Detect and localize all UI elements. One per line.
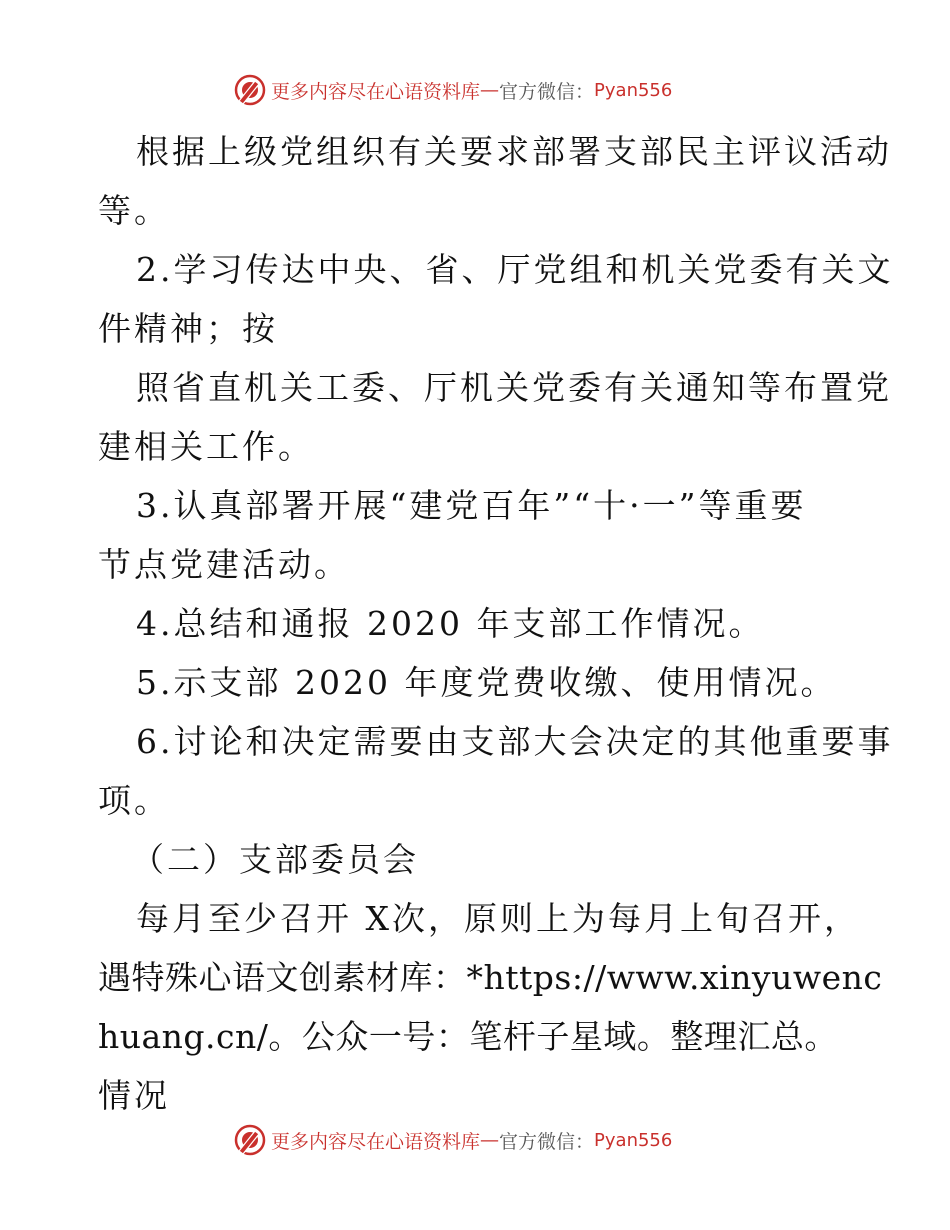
text-line: 件精神；按	[98, 309, 278, 348]
section-heading: （二）支部委员会	[131, 840, 419, 879]
pen-circle-icon	[233, 73, 267, 107]
footer-wechat-id: Pyan556	[594, 1129, 673, 1151]
footer-site-name: 更多内容尽在心语资料库	[271, 1130, 481, 1153]
text-line: 等。	[98, 191, 170, 230]
document-body	[98, 122, 894, 1125]
header-dash: —	[480, 79, 500, 101]
text-line: 照省直机关工委、厅机关党委有关通知等布置党	[136, 368, 892, 407]
pen-circle-icon	[233, 1123, 267, 1157]
text-line: 3.认真部署开展“建党百年”“十·一”等重要	[136, 486, 807, 525]
text-line: 建相关工作。	[98, 427, 314, 466]
text-line: 6.讨论和决定需要由支部大会决定的其他重要事	[136, 722, 894, 761]
text-line: 根据上级党组织有关要求部署支部民主评议活动	[136, 132, 892, 171]
text-line: 情况	[98, 1076, 170, 1115]
text-line: 项。	[98, 781, 170, 820]
header-wechat-id: Pyan556	[594, 79, 673, 101]
footer-dash: —	[480, 1129, 500, 1151]
footer-wechat-label: 官方微信：	[499, 1130, 595, 1153]
text-line: huang.cn/。公众一号：笔杆子星域。整理汇总。	[98, 1017, 838, 1056]
text-line: 5.示支部 2020 年度党费收缴、使用情况。	[136, 663, 837, 702]
text-line: 节点党建活动。	[98, 545, 350, 584]
header-site-name: 更多内容尽在心语资料库	[271, 80, 481, 103]
text-line: 遇特殊心语文创素材库：*https://www.xinyuwenc	[98, 958, 883, 997]
text-line: 2.学习传达中央、省、厅党组和机关党委有关文	[136, 250, 894, 289]
text-line: 每月至少召开 X次，原则上为每月上旬召开，	[136, 899, 860, 938]
text-line: 4.总结和通报 2020 年支部工作情况。	[136, 604, 765, 643]
header-wechat-label: 官方微信：	[499, 80, 595, 103]
header-watermark	[233, 73, 713, 107]
footer-watermark	[233, 1123, 713, 1157]
